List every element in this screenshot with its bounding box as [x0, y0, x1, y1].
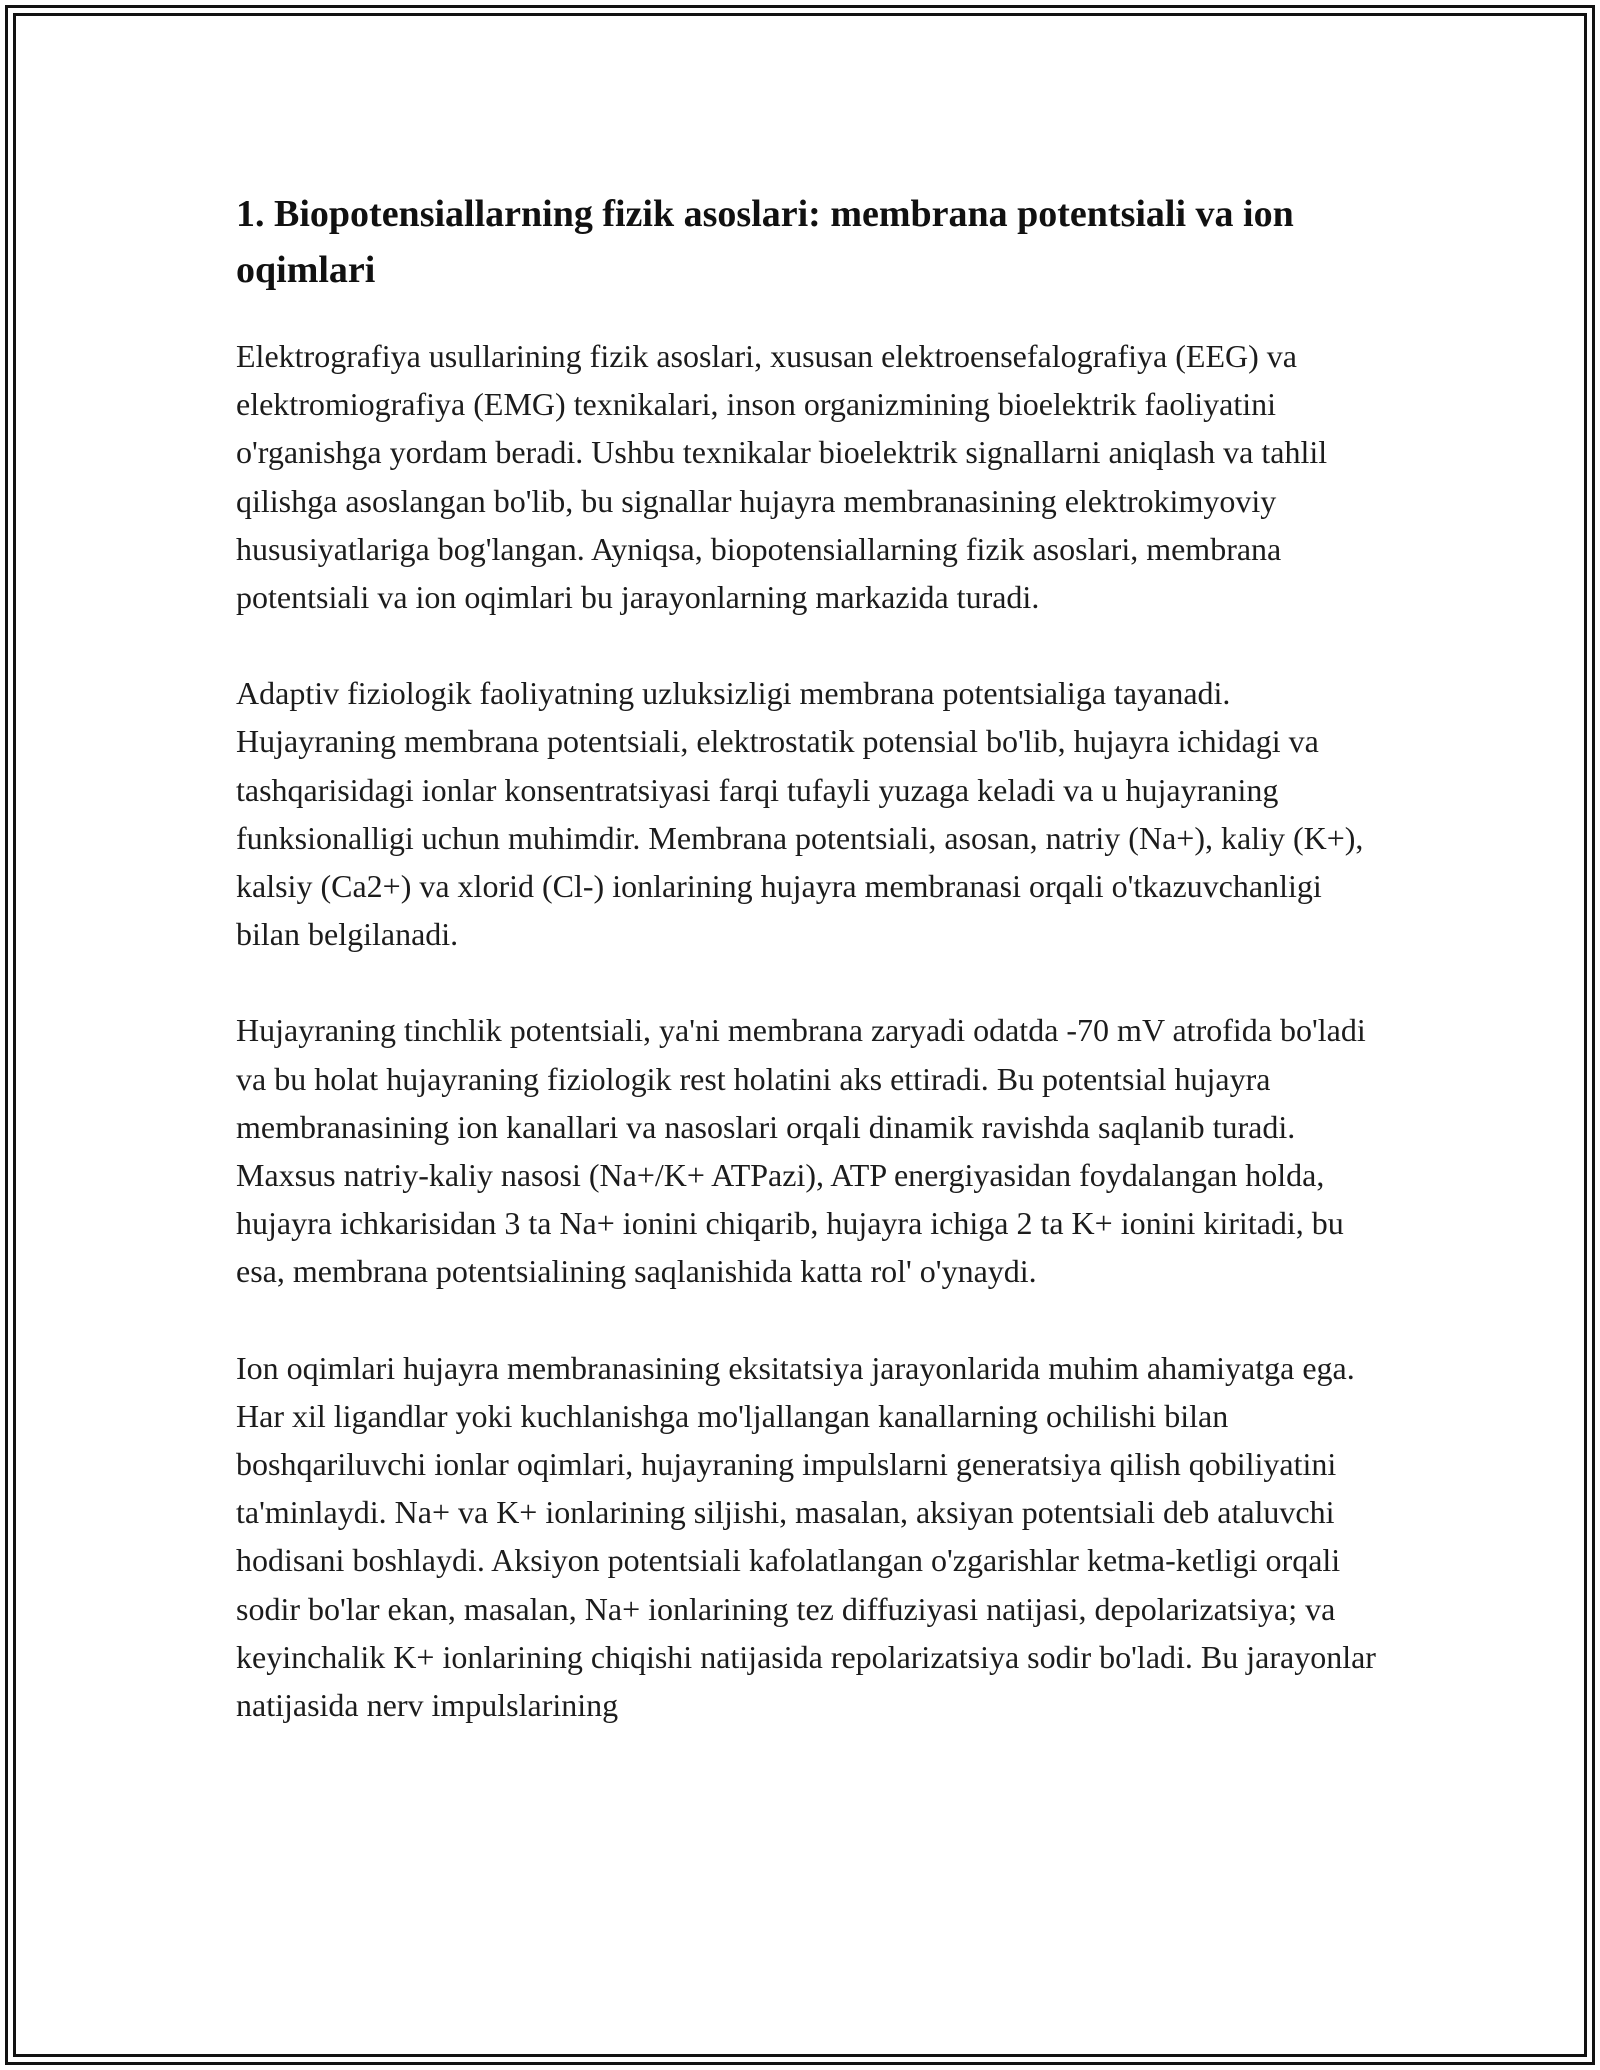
paragraph-3: Hujayraning tinchlik potentsiali, ya'ni membrana zaryadi odatda -70 mV atrofida bo'ladi va bu holat hujayraning fiziologik rest holatini aks ettiradi. Bu potentsial hujayra membranasining ion kanallari va nasoslari orqali dinamik ravishda saqlanib turadi. Maxsus natriy-kaliy nasosi (Na+/K+ ATPazi), ATP energiyasidan foydalangan holda, hujayra ichkarisidan 3 ta Na+ ionini chiqarib, hujayra ichiga 2 ta K+ ionini kiritadi, bu esa, membrana potentsialining saqlanishida katta rol' o'ynaydi. [236, 1012, 1366, 1290]
paragraph-2: Adaptiv fiziologik faoliyatning uzluksizligi membrana potentsialiga tayanadi. Hujayraning membrana potentsiali, elektrostatik potensial bo'lib, hujayra ichidagi va tashqarisidagi ionlar konsentratsiyasi farqi tufayli yuzaga keladi va u hujayraning funksionalligi uchun muhimdir. Membrana potentsiali, asosan, natriy (Na+), kaliy (K+), kalsiy (Ca2+) va xlorid (Cl-) ionlarining hujayra membranasi orqali o'tkazuvchanligi bilan belgilanadi. [236, 675, 1364, 953]
document-body [236, 186, 1376, 1777]
section-heading: 1. Biopotensiallarning fizik asoslari: membrana potentsiali va ion oqimlari [236, 193, 1294, 291]
paragraph-4: Ion oqimlari hujayra membranasining eksitatsiya jarayonlarida muhim ahamiyatga ega. Har xil ligandlar yoki kuchlanishga mo'ljallangan kanallarning ochilishi bilan boshqariluvchi ionlar oqimlari, hujayraning impulslarni generatsiya qilish qobiliyatini ta'minlaydi. Na+ va K+ ionlarining siljishi, masalan, aksiyan potentsiali deb ataluvchi hodisani boshlaydi. Aksiyon potentsiali kafolatlangan o'zgarishlar ketma-ketligi orqali sodir bo'lar ekan, masalan, Na+ ionlarining tez diffuziyasi natijasi, depolarizatsiya; va keyinchalik K+ ionlarining chiqishi natijasida repolarizatsiya sodir bo'ladi. Bu jarayonlar natijasida nerv impulslarining [236, 1349, 1376, 1724]
paragraph-1: Elektrografiya usullarining fizik asoslari, xususan elektroensefalografiya (EEG) va elektromiografiya (EMG) texnikalari, inson organizmining bioelektrik faoliyatini o'rganishga yordam beradi. Ushbu texnikalar bioelektrik signallarni aniqlash va tahlil qilishga asoslangan bo'lib, bu signallar hujayra membranasining elektrokimyoviy hususiyatlariga bog'langan. Ayniqsa, biopotensiallarning fizik asoslari, membrana potentsiali va ion oqimlari bu jarayonlarning markazida turadi. [236, 338, 1328, 616]
